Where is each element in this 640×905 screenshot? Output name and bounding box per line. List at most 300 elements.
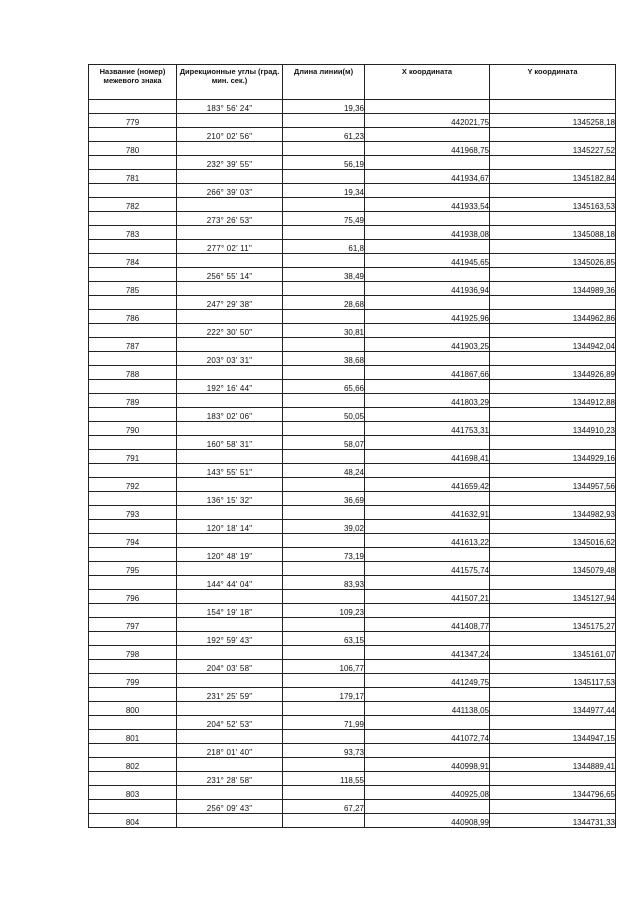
empty-cell — [89, 520, 177, 534]
empty-cell — [177, 534, 283, 548]
empty-cell — [89, 352, 177, 366]
empty-cell — [89, 800, 177, 814]
point-name: 779 — [89, 114, 177, 128]
empty-cell — [365, 324, 490, 338]
point-row — [89, 254, 616, 268]
point-y-coordinate: 1344731,33 — [490, 814, 616, 828]
segment-row — [89, 772, 616, 786]
segment-length: 75,49 — [283, 212, 365, 226]
empty-cell — [365, 548, 490, 562]
empty-cell — [89, 128, 177, 142]
empty-cell — [490, 520, 616, 534]
point-y-coordinate: 1345227,52 — [490, 142, 616, 156]
point-x-coordinate: 441249,75 — [365, 674, 490, 688]
empty-cell — [89, 604, 177, 618]
point-name: 781 — [89, 170, 177, 184]
empty-cell — [283, 786, 365, 800]
empty-cell — [365, 688, 490, 702]
segment-length: 38,68 — [283, 352, 365, 366]
point-row — [89, 366, 616, 380]
point-x-coordinate: 441698,41 — [365, 450, 490, 464]
segment-angle: 231° 28' 58" — [177, 772, 283, 786]
segment-length: 30,81 — [283, 324, 365, 338]
segment-row — [89, 100, 616, 114]
empty-cell — [177, 618, 283, 632]
empty-cell — [283, 170, 365, 184]
segment-length: 36,69 — [283, 492, 365, 506]
segment-angle: 256° 55' 14" — [177, 268, 283, 282]
point-row — [89, 618, 616, 632]
point-x-coordinate: 441867,66 — [365, 366, 490, 380]
empty-cell — [283, 338, 365, 352]
empty-cell — [365, 464, 490, 478]
empty-cell — [177, 646, 283, 660]
empty-cell — [365, 492, 490, 506]
point-x-coordinate: 441936,94 — [365, 282, 490, 296]
point-y-coordinate: 1345117,53 — [490, 674, 616, 688]
point-name: 789 — [89, 394, 177, 408]
segment-angle: 144° 44' 04" — [177, 576, 283, 590]
segment-angle: 247° 29' 38" — [177, 296, 283, 310]
segment-length: 67,27 — [283, 800, 365, 814]
table-header-row — [89, 65, 616, 100]
point-x-coordinate: 441934,67 — [365, 170, 490, 184]
point-row — [89, 394, 616, 408]
empty-cell — [177, 786, 283, 800]
empty-cell — [89, 772, 177, 786]
empty-cell — [365, 772, 490, 786]
point-x-coordinate: 441945,65 — [365, 254, 490, 268]
segment-angle: 192° 59' 43" — [177, 632, 283, 646]
empty-cell — [490, 408, 616, 422]
point-x-coordinate: 441968,75 — [365, 142, 490, 156]
empty-cell — [89, 548, 177, 562]
segment-row — [89, 408, 616, 422]
header-point-name: Название (номер) межевого знака — [89, 65, 177, 100]
point-x-coordinate: 441753,31 — [365, 422, 490, 436]
segment-length: 50,05 — [283, 408, 365, 422]
empty-cell — [490, 800, 616, 814]
empty-cell — [283, 506, 365, 520]
empty-cell — [490, 156, 616, 170]
empty-cell — [365, 184, 490, 198]
empty-cell — [490, 660, 616, 674]
point-row — [89, 758, 616, 772]
point-name: 794 — [89, 534, 177, 548]
empty-cell — [365, 520, 490, 534]
empty-cell — [490, 772, 616, 786]
point-name: 803 — [89, 786, 177, 800]
point-y-coordinate: 1344942,04 — [490, 338, 616, 352]
empty-cell — [89, 688, 177, 702]
point-y-coordinate: 1345016,62 — [490, 534, 616, 548]
point-x-coordinate: 441072,74 — [365, 730, 490, 744]
empty-cell — [89, 184, 177, 198]
empty-cell — [365, 800, 490, 814]
point-row — [89, 450, 616, 464]
segment-angle: 204° 52' 53" — [177, 716, 283, 730]
point-row — [89, 198, 616, 212]
segment-angle: 256° 09' 43" — [177, 800, 283, 814]
empty-cell — [283, 730, 365, 744]
segment-length: 19,36 — [283, 100, 365, 114]
empty-cell — [365, 744, 490, 758]
point-x-coordinate: 441575,74 — [365, 562, 490, 576]
point-x-coordinate: 441903,25 — [365, 338, 490, 352]
segment-angle: 143° 55' 51" — [177, 464, 283, 478]
point-name: 790 — [89, 422, 177, 436]
segment-angle: 231° 25' 59" — [177, 688, 283, 702]
segment-angle: 160° 58' 31" — [177, 436, 283, 450]
segment-row — [89, 548, 616, 562]
empty-cell — [365, 352, 490, 366]
empty-cell — [177, 394, 283, 408]
point-x-coordinate: 441507,21 — [365, 590, 490, 604]
empty-cell — [365, 128, 490, 142]
segment-angle: 203° 03' 31" — [177, 352, 283, 366]
segment-length: 73,19 — [283, 548, 365, 562]
empty-cell — [490, 128, 616, 142]
empty-cell — [283, 310, 365, 324]
segment-row — [89, 296, 616, 310]
point-row — [89, 562, 616, 576]
empty-cell — [490, 744, 616, 758]
segment-angle: 210° 02' 56" — [177, 128, 283, 142]
segment-angle: 218° 01' 40" — [177, 744, 283, 758]
empty-cell — [283, 618, 365, 632]
segment-angle: 232° 39' 55" — [177, 156, 283, 170]
segment-length: 58,07 — [283, 436, 365, 450]
segment-length: 109,23 — [283, 604, 365, 618]
point-row — [89, 310, 616, 324]
empty-cell — [283, 674, 365, 688]
empty-cell — [365, 604, 490, 618]
segment-row — [89, 660, 616, 674]
empty-cell — [283, 758, 365, 772]
segment-row — [89, 436, 616, 450]
empty-cell — [490, 324, 616, 338]
point-y-coordinate: 1344889,41 — [490, 758, 616, 772]
empty-cell — [177, 226, 283, 240]
empty-cell — [490, 212, 616, 226]
segment-length: 38,49 — [283, 268, 365, 282]
point-row — [89, 170, 616, 184]
empty-cell — [89, 744, 177, 758]
header-line-length: Длина линии(м) — [283, 65, 365, 100]
empty-cell — [365, 436, 490, 450]
segment-row — [89, 184, 616, 198]
empty-cell — [365, 632, 490, 646]
point-name: 801 — [89, 730, 177, 744]
segment-length: 48,24 — [283, 464, 365, 478]
empty-cell — [283, 702, 365, 716]
point-name: 782 — [89, 198, 177, 212]
point-row — [89, 590, 616, 604]
empty-cell — [490, 352, 616, 366]
empty-cell — [365, 240, 490, 254]
point-x-coordinate: 440998,91 — [365, 758, 490, 772]
point-name: 784 — [89, 254, 177, 268]
empty-cell — [177, 562, 283, 576]
point-name: 800 — [89, 702, 177, 716]
point-name: 795 — [89, 562, 177, 576]
empty-cell — [89, 240, 177, 254]
empty-cell — [490, 604, 616, 618]
point-name: 792 — [89, 478, 177, 492]
point-y-coordinate: 1344957,56 — [490, 478, 616, 492]
point-x-coordinate: 440925,08 — [365, 786, 490, 800]
segment-length: 93,73 — [283, 744, 365, 758]
segment-angle: 183° 56' 24" — [177, 100, 283, 114]
table-body — [89, 100, 616, 828]
empty-cell — [490, 716, 616, 730]
segment-row — [89, 688, 616, 702]
empty-cell — [177, 254, 283, 268]
segment-length: 61,23 — [283, 128, 365, 142]
empty-cell — [283, 534, 365, 548]
point-name: 797 — [89, 618, 177, 632]
segment-angle: 204° 03' 58" — [177, 660, 283, 674]
empty-cell — [283, 394, 365, 408]
segment-length: 106,77 — [283, 660, 365, 674]
point-x-coordinate: 441632,91 — [365, 506, 490, 520]
point-name: 786 — [89, 310, 177, 324]
empty-cell — [490, 688, 616, 702]
segment-row — [89, 492, 616, 506]
point-x-coordinate: 441938,08 — [365, 226, 490, 240]
point-y-coordinate: 1344796,65 — [490, 786, 616, 800]
point-row — [89, 534, 616, 548]
point-x-coordinate: 441138,05 — [365, 702, 490, 716]
segment-row — [89, 212, 616, 226]
empty-cell — [177, 114, 283, 128]
segment-length: 118,55 — [283, 772, 365, 786]
header-direction-angle: Дирекционные углы (град. мин. сек.) — [177, 65, 283, 100]
point-row — [89, 506, 616, 520]
segment-row — [89, 156, 616, 170]
point-y-coordinate: 1345175,27 — [490, 618, 616, 632]
point-y-coordinate: 1344982,93 — [490, 506, 616, 520]
empty-cell — [89, 716, 177, 730]
empty-cell — [177, 758, 283, 772]
empty-cell — [177, 422, 283, 436]
point-name: 804 — [89, 814, 177, 828]
empty-cell — [177, 366, 283, 380]
segment-row — [89, 268, 616, 282]
point-x-coordinate: 441925,96 — [365, 310, 490, 324]
segment-length: 71,99 — [283, 716, 365, 730]
empty-cell — [490, 492, 616, 506]
segment-row — [89, 744, 616, 758]
empty-cell — [490, 240, 616, 254]
empty-cell — [177, 814, 283, 828]
segment-row — [89, 128, 616, 142]
point-x-coordinate: 441408,77 — [365, 618, 490, 632]
empty-cell — [283, 226, 365, 240]
empty-cell — [490, 576, 616, 590]
segment-row — [89, 576, 616, 590]
point-row — [89, 478, 616, 492]
empty-cell — [177, 506, 283, 520]
empty-cell — [89, 324, 177, 338]
point-y-coordinate: 1344910,23 — [490, 422, 616, 436]
point-name: 799 — [89, 674, 177, 688]
segment-angle: 120° 18' 14" — [177, 520, 283, 534]
empty-cell — [177, 338, 283, 352]
point-y-coordinate: 1345026,85 — [490, 254, 616, 268]
point-y-coordinate: 1345258,18 — [490, 114, 616, 128]
point-row — [89, 226, 616, 240]
empty-cell — [177, 310, 283, 324]
point-y-coordinate: 1344912,88 — [490, 394, 616, 408]
point-row — [89, 702, 616, 716]
empty-cell — [89, 576, 177, 590]
point-row — [89, 282, 616, 296]
empty-cell — [365, 296, 490, 310]
empty-cell — [89, 156, 177, 170]
empty-cell — [365, 576, 490, 590]
empty-cell — [177, 142, 283, 156]
segment-row — [89, 604, 616, 618]
point-name: 788 — [89, 366, 177, 380]
empty-cell — [89, 660, 177, 674]
empty-cell — [89, 212, 177, 226]
empty-cell — [89, 408, 177, 422]
segment-length: 83,93 — [283, 576, 365, 590]
empty-cell — [283, 646, 365, 660]
point-name: 780 — [89, 142, 177, 156]
point-x-coordinate: 441613,22 — [365, 534, 490, 548]
point-row — [89, 786, 616, 800]
empty-cell — [283, 142, 365, 156]
point-name: 793 — [89, 506, 177, 520]
point-x-coordinate: 441803,29 — [365, 394, 490, 408]
empty-cell — [89, 100, 177, 114]
segment-angle: 136° 15' 32" — [177, 492, 283, 506]
empty-cell — [490, 268, 616, 282]
point-name: 785 — [89, 282, 177, 296]
point-y-coordinate: 1345127,94 — [490, 590, 616, 604]
empty-cell — [365, 156, 490, 170]
empty-cell — [283, 254, 365, 268]
empty-cell — [365, 100, 490, 114]
point-y-coordinate: 1344929,16 — [490, 450, 616, 464]
segment-length: 65,66 — [283, 380, 365, 394]
point-y-coordinate: 1344926,89 — [490, 366, 616, 380]
empty-cell — [365, 660, 490, 674]
empty-cell — [177, 170, 283, 184]
point-y-coordinate: 1345182,84 — [490, 170, 616, 184]
empty-cell — [365, 268, 490, 282]
empty-cell — [177, 674, 283, 688]
point-y-coordinate: 1345161,07 — [490, 646, 616, 660]
segment-angle: 192° 16' 44" — [177, 380, 283, 394]
empty-cell — [177, 590, 283, 604]
empty-cell — [283, 198, 365, 212]
segment-angle: 154° 19' 18" — [177, 604, 283, 618]
segment-angle: 266° 39' 03" — [177, 184, 283, 198]
empty-cell — [89, 492, 177, 506]
segment-row — [89, 632, 616, 646]
empty-cell — [283, 590, 365, 604]
empty-cell — [177, 282, 283, 296]
point-x-coordinate: 441659,42 — [365, 478, 490, 492]
empty-cell — [490, 380, 616, 394]
empty-cell — [89, 296, 177, 310]
empty-cell — [89, 268, 177, 282]
segment-row — [89, 464, 616, 478]
empty-cell — [177, 450, 283, 464]
segment-length: 179,17 — [283, 688, 365, 702]
point-row — [89, 338, 616, 352]
point-x-coordinate: 441347,24 — [365, 646, 490, 660]
boundary-coordinates-table — [88, 64, 616, 828]
empty-cell — [177, 702, 283, 716]
segment-angle: 273° 26' 53" — [177, 212, 283, 226]
empty-cell — [490, 436, 616, 450]
point-y-coordinate: 1344989,36 — [490, 282, 616, 296]
segment-row — [89, 352, 616, 366]
point-y-coordinate: 1344977,44 — [490, 702, 616, 716]
empty-cell — [490, 548, 616, 562]
empty-cell — [283, 114, 365, 128]
empty-cell — [365, 212, 490, 226]
empty-cell — [283, 422, 365, 436]
point-x-coordinate: 440908,99 — [365, 814, 490, 828]
point-name: 796 — [89, 590, 177, 604]
empty-cell — [490, 464, 616, 478]
segment-row — [89, 520, 616, 534]
segment-angle: 120° 48' 19" — [177, 548, 283, 562]
segment-angle: 222° 30' 50" — [177, 324, 283, 338]
point-name: 798 — [89, 646, 177, 660]
point-x-coordinate: 442021,75 — [365, 114, 490, 128]
empty-cell — [283, 366, 365, 380]
segment-row — [89, 716, 616, 730]
segment-length: 56,19 — [283, 156, 365, 170]
empty-cell — [89, 632, 177, 646]
point-row — [89, 114, 616, 128]
empty-cell — [365, 716, 490, 730]
empty-cell — [283, 282, 365, 296]
empty-cell — [490, 100, 616, 114]
segment-length: 63,15 — [283, 632, 365, 646]
point-row — [89, 646, 616, 660]
point-y-coordinate: 1345088,18 — [490, 226, 616, 240]
empty-cell — [177, 478, 283, 492]
empty-cell — [365, 380, 490, 394]
segment-length: 28,68 — [283, 296, 365, 310]
point-row — [89, 142, 616, 156]
empty-cell — [177, 198, 283, 212]
point-row — [89, 422, 616, 436]
point-name: 802 — [89, 758, 177, 772]
header-y-coordinate: Y координата — [490, 65, 616, 100]
empty-cell — [490, 632, 616, 646]
empty-cell — [490, 184, 616, 198]
point-row — [89, 814, 616, 828]
segment-angle: 183° 02' 06" — [177, 408, 283, 422]
segment-row — [89, 800, 616, 814]
point-x-coordinate: 441933,54 — [365, 198, 490, 212]
point-y-coordinate: 1344947,15 — [490, 730, 616, 744]
point-name: 791 — [89, 450, 177, 464]
point-row — [89, 730, 616, 744]
empty-cell — [283, 450, 365, 464]
empty-cell — [365, 408, 490, 422]
segment-length: 61,8 — [283, 240, 365, 254]
empty-cell — [89, 464, 177, 478]
